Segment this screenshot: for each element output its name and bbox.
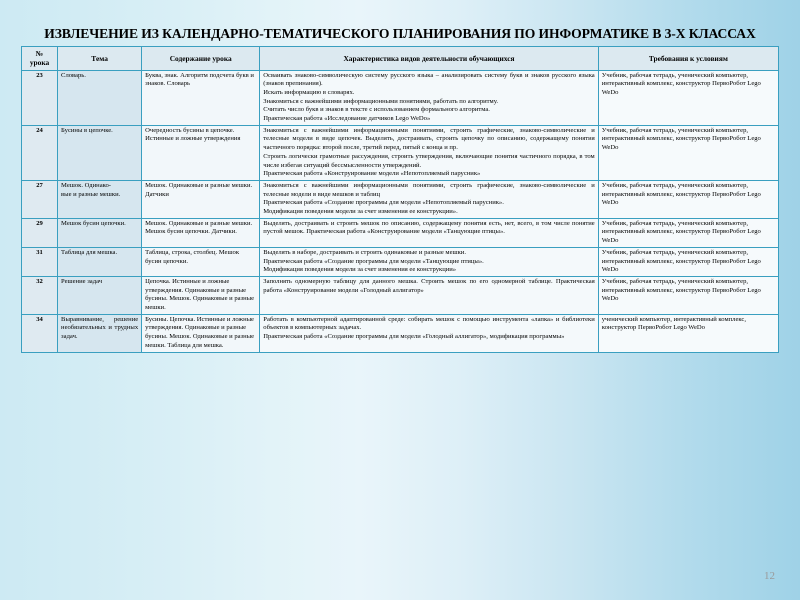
cell-lesson-number: 32 bbox=[22, 276, 58, 314]
cell-lesson-number: 23 bbox=[22, 70, 58, 125]
cell-theme bbox=[58, 314, 142, 352]
cell-requirements bbox=[598, 218, 778, 247]
table-row bbox=[22, 218, 779, 247]
column-header-content: Содержание урока bbox=[142, 47, 260, 71]
table-header-row bbox=[22, 47, 779, 71]
cell-characteristics bbox=[260, 218, 598, 247]
cell-content bbox=[142, 276, 260, 314]
cell-characteristics-line: Выделять в наборе, достраивать и строить одинаковые и разные мешки. bbox=[263, 248, 466, 256]
table-header bbox=[22, 47, 779, 71]
table-row bbox=[22, 180, 779, 218]
cell-content bbox=[142, 314, 260, 352]
cell-requirements-line: Учебник, рабочая тетрадь, ученический компьютер, интерактивный комплекс, конструктор ПервоРобот Lego WeDo bbox=[601, 126, 761, 152]
cell-requirements-line: Учебник, рабочая тетрадь, ученический компьютер, интерактивный комплекс, конструктор ПервоРобот Lego WeDo bbox=[601, 219, 761, 245]
cell-requirements bbox=[598, 314, 778, 352]
cell-theme bbox=[58, 180, 142, 218]
cell-content-line: Цепочка. Истинные и ложные утверждения. Одинаковые и разные бусины. Мешок. Одинаковые и разные мешки. bbox=[145, 277, 255, 312]
cell-characteristics-line: Выделять, достраивать и строить мешок по описанию, содержащему понятия есть, нет, всего, в том числе понятие пустой мешок. Практическая работа «Конструирование модели «Танцующие птицы». bbox=[263, 219, 595, 236]
cell-characteristics-line: Практическая работа «Создание программы для модели «Танцующие птицы». bbox=[263, 257, 484, 265]
cell-theme bbox=[58, 125, 142, 180]
cell-content-line: Мешок. Одинаковые и разные мешки. Мешок бусин цепочки. Датчики. bbox=[145, 219, 253, 236]
cell-content-line: Мешок. Одинаковые и разные мешки. Датчики bbox=[145, 181, 253, 198]
cell-requirements-line: Учебник, рабочая тетрадь, ученический компьютер, интерактивный комплекс, конструктор ПервоРобот Lego WeDo bbox=[601, 71, 761, 96]
cell-characteristics-line: Заполнять одномерную таблицу для данного мешка. Строить мешок по его одномерной таблице. Практическая работа «Конструирование модели «Голодный аллигатор» bbox=[263, 277, 595, 294]
table-row bbox=[22, 276, 779, 314]
cell-characteristics bbox=[260, 276, 598, 314]
cell-characteristics-line: Практическая работа «Создание программы для модели «Голодный аллигатор», модификация программы» bbox=[263, 333, 565, 341]
cell-lesson-number: 31 bbox=[22, 247, 58, 276]
cell-requirements-line: Учебник, рабочая тетрадь, ученический компьютер, интерактивный комплекс, конструктор ПервоРобот Lego WeDo bbox=[601, 277, 761, 303]
cell-characteristics-line: Знакомиться с важнейшими информационными понятиями, работать по алгоритму. bbox=[263, 97, 499, 105]
cell-characteristics-line: Практическая работа «Создание программы для модели «Непотопляемый парусник». bbox=[263, 199, 504, 207]
cell-requirements bbox=[598, 180, 778, 218]
column-header-characteristics: Характеристика видов деятельности обучающихся bbox=[260, 47, 598, 71]
cell-characteristics bbox=[260, 247, 598, 276]
cell-theme-line: Выравнивание, решение необязательных и трудных задач. bbox=[61, 315, 139, 341]
cell-theme bbox=[58, 276, 142, 314]
cell-requirements bbox=[598, 125, 778, 180]
cell-requirements-line: Учебник, рабочая тетрадь, ученический компьютер, интерактивный комплекс, конструктор ПервоРобот Lego WeDo bbox=[601, 181, 761, 207]
cell-content-line: Таблица, строка, столбец. Мешок бусин цепочки. bbox=[145, 248, 240, 265]
table-row bbox=[22, 314, 779, 352]
cell-theme-line: Словарь. bbox=[61, 71, 86, 79]
cell-lesson-number: 27 bbox=[22, 180, 58, 218]
cell-characteristics-line: Знакомиться с важнейшими информационными понятиями, строить графические, знаково-символические и телесные модели в виде мешков и таблиц bbox=[263, 181, 595, 198]
cell-characteristics-line: Модификация поведения модели за счет изменения ее конструкции». bbox=[263, 208, 458, 216]
column-header-requirements: Требования к условиям bbox=[598, 47, 778, 71]
cell-characteristics-line: Знакомиться с важнейшими информационными понятиями, строить графические, знаково-символические и телесные модели в виде цепочек. Выделять, достраивать, строить цепочку по описанию, содержащему понятия частичного порядка: второй после, третий перед, пятый с конца и пр. bbox=[263, 126, 595, 152]
cell-theme bbox=[58, 218, 142, 247]
cell-content bbox=[142, 125, 260, 180]
ktp-table bbox=[21, 46, 779, 353]
cell-characteristics bbox=[260, 70, 598, 125]
cell-requirements bbox=[598, 247, 778, 276]
cell-content bbox=[142, 70, 260, 125]
table-row bbox=[22, 247, 779, 276]
cell-content-line: Очередность бусины в цепочке. Истинные и ложные утверждения bbox=[145, 126, 241, 143]
cell-theme-line: Таблица для мешка. bbox=[61, 248, 118, 256]
cell-characteristics bbox=[260, 314, 598, 352]
cell-requirements bbox=[598, 70, 778, 125]
cell-characteristics-line: Практическая работа «Конструирование модели «Непотопляемый парусник» bbox=[263, 170, 481, 178]
cell-characteristics-line: Осваивать знаково-символическую систему русского языка – анализировать систему букв и знаков русского языка (знаков препинания). bbox=[263, 71, 595, 88]
cell-lesson-number: 29 bbox=[22, 218, 58, 247]
cell-content bbox=[142, 247, 260, 276]
cell-theme bbox=[58, 70, 142, 125]
column-header-lesson-number bbox=[22, 47, 58, 71]
cell-requirements-line: Учебник, рабочая тетрадь, ученический компьютер, интерактивный комплекс, конструктор ПервоРобот Lego WeDo bbox=[601, 248, 761, 274]
table-row bbox=[22, 125, 779, 180]
cell-lesson-number: 34 bbox=[22, 314, 58, 352]
cell-characteristics-line: Практическая работа «Исследование датчиков Lego WeDo» bbox=[263, 115, 431, 123]
cell-content bbox=[142, 218, 260, 247]
cell-theme-line: Мешок. Одинако- bbox=[61, 181, 111, 189]
cell-theme-line: Решение задач bbox=[61, 277, 103, 285]
table-row bbox=[22, 70, 779, 125]
cell-characteristics-line: Искать информацию в словарях. bbox=[263, 88, 355, 96]
column-header-theme: Тема bbox=[58, 47, 142, 71]
cell-characteristics bbox=[260, 125, 598, 180]
cell-theme-line: вые и разные мешки. bbox=[61, 190, 121, 198]
cell-content-line: Буква, знак. Алгоритм подсчета букв и знаков. Словарь bbox=[145, 71, 254, 88]
ktp-table-container bbox=[21, 46, 779, 353]
cell-requirements bbox=[598, 276, 778, 314]
header-line-1: № урока bbox=[29, 49, 50, 68]
cell-content bbox=[142, 180, 260, 218]
cell-theme bbox=[58, 247, 142, 276]
cell-characteristics-line: Строить логически грамотные рассуждения, строить утверждения, включающие понятия частичного порядка, в том числе избегая ситуаций бессмысленности утверждений. bbox=[263, 152, 595, 169]
cell-characteristics bbox=[260, 180, 598, 218]
cell-requirements-line: ученический компьютер, интерактивный комплекс, конструктор ПервоРобот Lego WeDo bbox=[601, 315, 747, 332]
page-number: 12 bbox=[764, 570, 775, 582]
cell-characteristics-line: Считать число букв и знаков в тексте с использованием формального алгоритма. bbox=[263, 106, 490, 114]
page-title: ИЗВЛЕЧЕНИЕ ИЗ КАЛЕНДАРНО-ТЕМАТИЧЕСКОГО ПЛАНИРОВАНИЯ ПО ИНФОРМАТИКЕ В 3-Х КЛАССАХ bbox=[44, 26, 756, 41]
cell-content-line: Бусины. Цепочка. Истинные и ложные утверждения. Одинаковые и разные бусины. Мешок. Одинаковые и разные мешки. Таблица для мешка. bbox=[145, 315, 255, 349]
cell-characteristics-line: Модификация поведения модели за счет изменения ее конструкции» bbox=[263, 266, 457, 274]
cell-characteristics-line: Работать в компьютерной адаптированной среде: собирать мешок с помощью инструмента «лапка» и библиотеки объектов в компьютерных задачах. bbox=[263, 315, 595, 332]
table-body bbox=[22, 70, 779, 352]
cell-theme-line: Бусины в цепочке. bbox=[61, 126, 113, 134]
cell-theme-line: Мешок бусин цепочки. bbox=[61, 219, 126, 227]
cell-lesson-number: 24 bbox=[22, 125, 58, 180]
